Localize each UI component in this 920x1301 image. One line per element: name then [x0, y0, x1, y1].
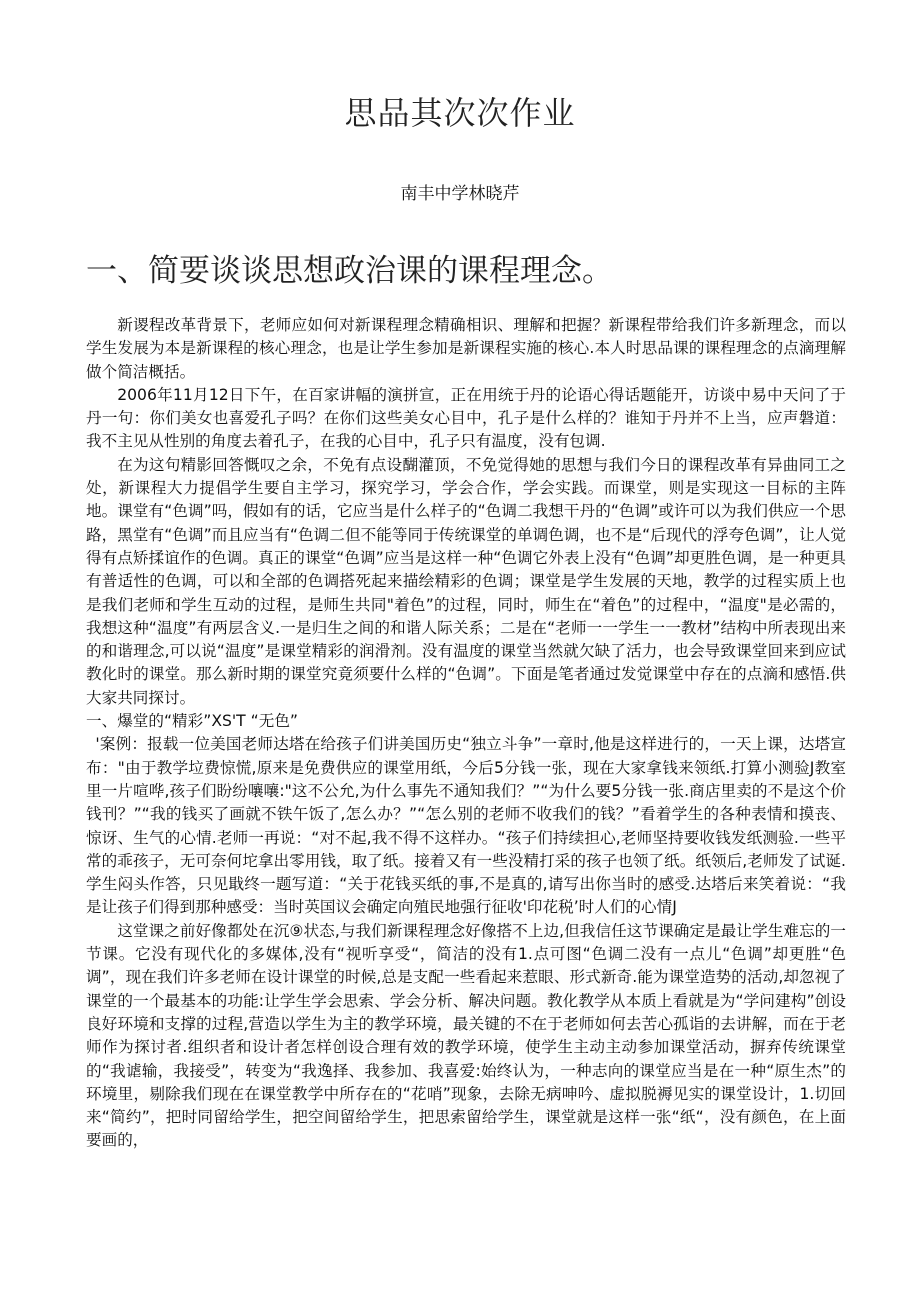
sub-heading: 一、爆堂的“精彩”XS'T “无色”: [86, 712, 299, 731]
paragraph-intro: 新谡程改革背景下，老师应如何对新课程理念精确相识、理解和把握？新课程带给我们许多新理念，而以学生发展为本是新课程的核心理念，也是让学生参加是新课程实施的核心.本人时思品课的课程理念的点滴理解做个简洁概括。: [86, 316, 846, 381]
section-heading: 一、简要谈谈思想政治课的课程理念。: [86, 253, 613, 289]
body-text: [86, 314, 846, 1153]
author-line: 南丰中学林晓芹: [400, 184, 520, 204]
paragraph-color-tone: 在为这句精影回答慨叹之余，不免有点设醐灌顶，不免觉得她的思想与我们今日的课程改革有异曲同工之处，新课程大力提倡学生要自主学习，探究学习，学会合作，学会实践。而课堂，则是实现这一目标的主阵地。课堂有“色调”吗，假如有的话，它应当是什么样子的“色调二我想干丹的“色调”或许可以为我们供应一个思路，黑堂有“色调”而且应当有“色调二但不能等同于传统课堂的单调色调，也不是“后现代的浮夸色调”，让人觉得有点矫揉谊作的色调。真正的课堂“色调”应当是这样一种“色调它外表上没有“色调”却更胜色调，是一种更具有普适性的色调，可以和全部的色调搭死起来描绘精彩的色调；课堂是学生发展的天地，教学的过程实质上也是我们老师和学生互动的过程，是师生共同"着色”的过程，同时，师生在“着色”的过程中，“温度"是必需的，我想这种“温度”有两层含义.一是归生之间的和谐人际关系；二是在“老师一一学生一一教材”结构中所表现出来的和谐理念,可以说“温度”是课堂精彩的润滑剂。没有温度的课堂当然就欠缺了活力，也会导致课堂回来到应试教化时的课堂。那么新时期的课堂究竟须要什么样的“色调”。下面是笔者通过发觉课堂中存在的点滴和感悟.供大家共同探讨。: [86, 455, 846, 707]
paragraph-closing: 这堂课之前好像都处在沉⑨状态,与我们新课程理念好像搭不上边,但我信任这节课确定是最让学生难忘的一节课。它没有现代化的多媒体,没有“视听享受“，简洁的没有1.点可图“色调二没有一点儿“色调”却更胜“色调”，现在我们许多老师在设计课堂的时候,总是支配一些看起来惹眼、形式新奇.能为课堂造势的活动,却忽视了课堂的一个最基本的功能:让学生学会思索、学会分析、解决问题。教化教学从本质上看就是为“学问建构”创设良好环境和支撑的过程,营造以学生为主的教学环境，最关键的不在于老师如何去苦心孤诣的去讲解，而在于老师作为探讨者.组织者和设计者怎样创设合理有效的教学环境，使学生主动主动参加课堂活动，摒弃传统课堂的“我谑输，我接受”，转变为“我逸择、我参加、我喜爱:始终认为，一种志向的课堂应当是在一种“原生杰”的环境里，剔除我们现在在课堂教学中所存在的“花哨”现象，去除无病呻吟、虚拟脱褥见实的课堂设计，1.切回来“简约”，把时同留给学生，把空间留给学生，把思索留给学生，课堂就是这样一张“纸“，没有颜色，在上面要画的，: [86, 921, 846, 1150]
document-title: 思品其次次作业: [344, 94, 576, 132]
paragraph-case: '案例：报载一位美国老师达塔在给孩子们讲美国历史“独立斗争”一章时,他是这样进行的，一天上课，达塔宣布："由于教学垃费惊慌,原来是免费供应的课堂用纸，今后5分钱一张，现在大家拿钱来领纸.打算小测验J教室里一片喧哗,孩子们盼纷嚷嚷:"这不公允,为什么事先不通知我们？”“为什么要5分钱一张.商店里卖的不是这个价钱刊？”“我的钱买了画就不铁午饭了,怎么办？”“怎么别的老师不收我们的钱？”看着学生的各种表情和摸丧、惊讶、生气的心情.老师一再说：“对不起,我不得不这样办。“孩子们持续担心,老师坚持要收钱发纸测验.一些平常的乖孩子，无可奈何坨拿出零用钱，取了纸。接着又有一些没精打采的孩子也领了纸。纸领后,老师发了试诞.学生闷头作答，只见戢终一题写道：“关于花钱买纸的事,不是真的,请写出你当时的感受.达塔后来笑着说：“我是让孩子们得到那种感受：当时英国议会确定向殖民地强行征收'印花税’时人们的心情J: [86, 735, 846, 917]
paragraph-anecdote: 2006年11月12日下午，在百家讲幅的演拼宣，正在用统于丹的论语心得话题能开，访谈中易中天问了于丹一句：你们美女也喜爱孔子吗？在你们这些美女心目中，孔子是什么样的？谁知于丹并不上当，应声磐道：我不主见从性别的角度去着孔子，在我的心目中，孔子只有温度，没有包调.: [86, 385, 846, 451]
